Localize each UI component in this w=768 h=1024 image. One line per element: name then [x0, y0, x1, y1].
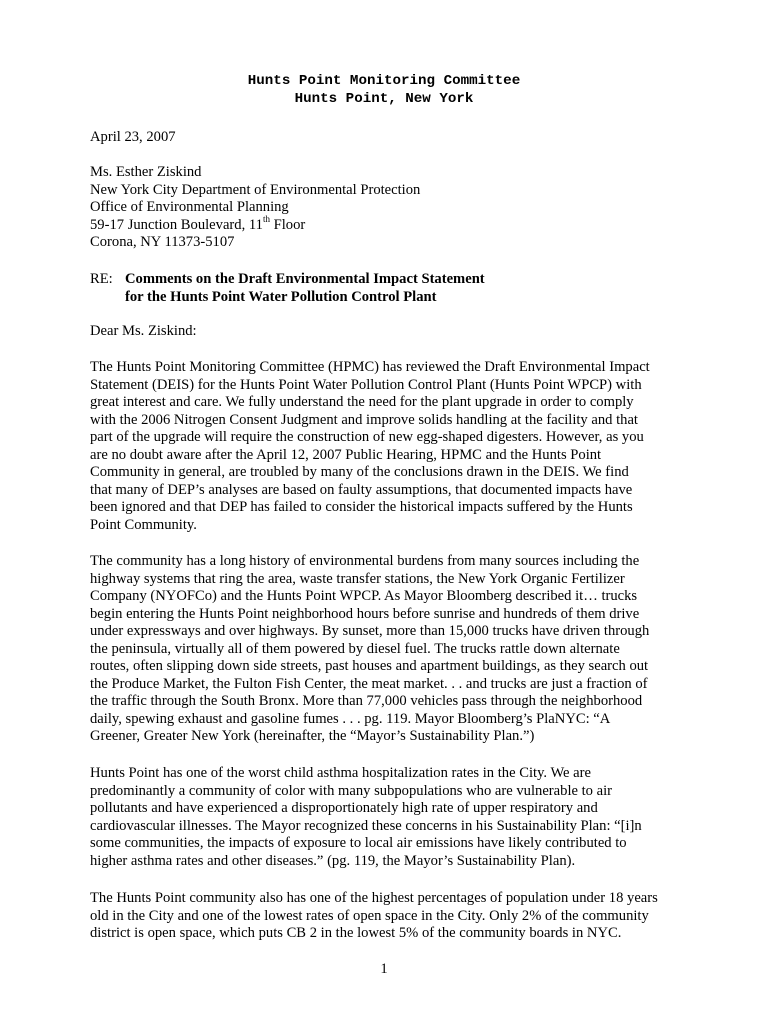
- recipient-office: Office of Environmental Planning: [90, 199, 289, 215]
- body-paragraph-1: The Hunts Point Monitoring Committee (HPMC) has reviewed the Draft Environmental Impact Statement (DEIS) for the Hunts Point Water Pollution Control Plant (Hunts Point WPCP) with great interest and care. We fully understand the need for the plant upgrade in order to comply with the 2006 Nitrogen Consent Judgment and improve solids handling at the facility and that part of the upgrade will require the construction of new egg-shaped digesters. However, as you are no doubt aware after the April 12, 2007 Public Hearing, HPMC and the Hunts Point Community in general, are troubled by many of the conclusions drawn in the DEIS. We find that many of DEP’s analyses are based on faulty assumptions, that documented impacts have been ignored and that DEP has failed to consider the historical impacts suffered by the Hunts Point Community.: [90, 359, 650, 533]
- letter-date: April 23, 2007: [90, 129, 176, 145]
- body-paragraph-3: Hunts Point has one of the worst child asthma hospitalization rates in the City. We are predominantly a community of color with many subpopulations who are vulnerable to air pollutants and have experienced a disproportionately high rate of upper respiratory and cardiovascular illnesses. The Mayor recognized these concerns in his Sustainability Plan: “[i]n some communities, the impacts of exposure to local air emissions have likely contributed to higher asthma rates and other diseases.” (pg. 119, the Mayor’s Sustainability Plan).: [90, 765, 642, 869]
- page-number: 1: [380, 961, 388, 977]
- letterhead: [0, 73, 768, 108]
- recipient-city: Corona, NY 11373-5107: [90, 234, 235, 250]
- recipient-address: [90, 164, 690, 252]
- letterhead-title: Hunts Point Monitoring Committee: [247, 73, 521, 89]
- body-paragraph-4: The Hunts Point community also has one of the highest percentages of population under 18 years old in the City and one of the lowest rates of open space in the City. Only 2% of the community district is open space, which puts CB 2 in the lowest 5% of the community boards in NYC.: [90, 890, 658, 941]
- subject-text: Comments on the Draft Environmental Impact Statement for the Hunts Point Water Pollution Control Plant: [125, 271, 485, 305]
- salutation: Dear Ms. Ziskind:: [90, 323, 197, 339]
- recipient-street: 59-17 Junction Boulevard, 11th Floor: [90, 213, 306, 233]
- recipient-name: Ms. Esther Ziskind: [90, 164, 202, 180]
- body-paragraph-2: The community has a long history of environmental burdens from many sources including the highway systems that ring the area, waste transfer stations, the New York Organic Fertilizer Company (NYOFCo) and the Hunts Point WPCP. As Mayor Bloomberg described it… trucks begin entering the Hunts Point neighborhood hours before sunrise and hundreds of them drive under expressways and over highways. By sunset, more than 15,000 trucks have driven through the peninsula, virtually all of them powered by diesel fuel. The trucks rattle down alternate routes, often slipping down side streets, past houses and apartment buildings, as they search out the Produce Market, the Fulton Fish Center, the meat market. . . and trucks are just a fraction of the traffic through the South Bronx. More than 77,000 vehicles pass through the neighborhood daily, spewing exhaust and gasoline fumes . . . pg. 119. Mayor Bloomberg’s PlaNYC: “A Greener, Greater New York (hereinafter, the “Mayor’s Sustainability Plan.”): [90, 553, 650, 744]
- subject-label: RE:: [90, 271, 113, 287]
- letterhead-location: Hunts Point, New York: [294, 90, 474, 107]
- recipient-org: New York City Department of Environmental Protection: [90, 181, 421, 198]
